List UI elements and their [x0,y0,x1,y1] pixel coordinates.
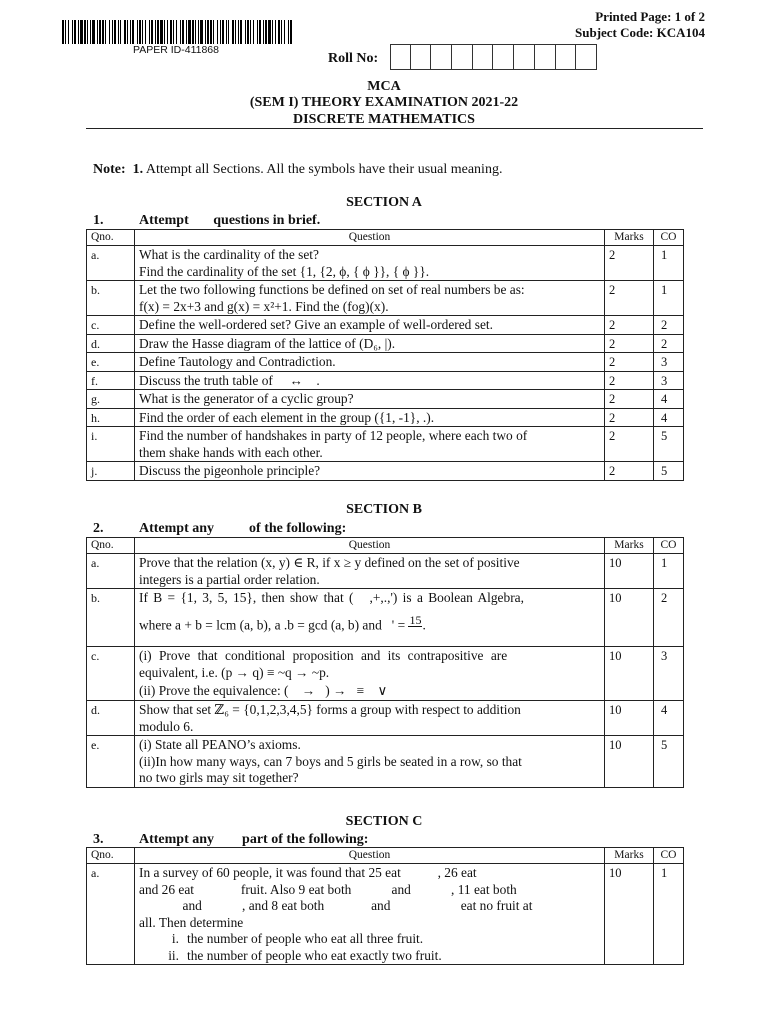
title-divider [86,128,703,129]
row-question [135,647,605,701]
table-row [87,554,684,589]
row-qno: d. [87,334,135,353]
sub-question [139,931,600,948]
row-co: 3 [654,353,684,372]
question-text: . [422,617,426,633]
question-line: f(x) = 2x+3 and g(x) = x²+1. Find the (fog)(x). [139,298,389,314]
sub-question-number: i. [171,931,179,946]
row-question [135,390,605,409]
table-row [87,371,684,390]
header-question: Question [135,538,605,554]
question-line: equivalent, i.e. (p → q) ≡ ~q → ~p. [139,664,330,680]
subject-title: DISCRETE MATHEMATICS [293,112,475,127]
exam-title: (SEM I) THEORY EXAMINATION 2021-22 [249,95,519,110]
table-row [87,647,684,701]
question-line: and 26 eat fruit. Also 9 eat both and , 11 eat both [139,881,517,897]
row-question [135,736,605,788]
row-co: 1 [654,554,684,589]
note-number: 1. [132,162,144,177]
table-row [87,427,684,462]
row-marks: 2 [605,408,654,427]
sub-question-number: ii. [168,947,179,963]
header-qno: Qno. [87,230,135,246]
question-line: Prove that the relation (x, y) ∈ R, if x ≥ y defined on the set of positive [139,555,520,570]
row-marks: 10 [605,736,654,788]
table-row [87,246,684,281]
row-question [135,462,605,481]
instruction-text: Attempt any of the following: [139,521,347,536]
roll-number-box [493,44,514,70]
roll-number-box [452,44,473,70]
table-row [87,589,684,647]
barcode [62,20,292,44]
table-row [87,390,684,409]
row-co: 5 [654,736,684,788]
question-line: (i) State all PEANO’s axioms. [139,737,301,752]
roll-number-box [473,44,494,70]
row-marks: 2 [605,316,654,335]
row-qno: j. [87,462,135,481]
row-question [135,316,605,335]
header-co: CO [654,538,684,554]
row-marks: 10 [605,554,654,589]
question-line: Show that set ℤ₆ = {0,1,2,3,4,5} forms a group with respect to addition [139,702,521,717]
row-qno: h. [87,408,135,427]
instruction-text: Attempt questions in brief. [139,213,321,228]
row-co: 4 [654,701,684,736]
roll-number-box [576,44,597,70]
header-question: Question [135,848,605,864]
note-text: Attempt all Sections. All the symbols have their usual meaning. [145,162,503,177]
row-question [135,353,605,372]
row-co: 1 [654,281,684,316]
row-qno: i. [87,427,135,462]
row-qno: c. [87,316,135,335]
roll-number-boxes [390,44,597,70]
table-row [87,353,684,372]
row-question [135,408,605,427]
row-marks: 2 [605,390,654,409]
section-c-heading: SECTION C [345,814,423,829]
note [93,162,502,178]
row-marks: 2 [605,371,654,390]
question-line: no two girls may sit together? [139,770,299,785]
paper-id: PAPER ID-411868 [133,44,219,56]
roll-number-box [514,44,535,70]
row-marks: 2 [605,353,654,372]
question-line: In a survey of 60 people, it was found that 25 eat , 26 eat [139,865,477,880]
question-line: What is the generator of a cyclic group? [139,391,354,406]
row-marks: 10 [605,864,654,965]
row-question [135,371,605,390]
question-line: modulo 6. [139,718,194,734]
roll-number-box [390,44,411,70]
row-co: 2 [654,316,684,335]
question-line: all. Then determine [139,914,244,930]
fraction [408,614,422,639]
header-qno: Qno. [87,848,135,864]
row-co: 2 [654,589,684,647]
question-line: them shake hands with each other. [139,444,323,460]
question-line: Discuss the truth table of ↔ . [139,372,320,388]
table-row [87,701,684,736]
row-question [135,589,605,647]
question-line: Define the well-ordered set? Give an example of well-ordered set. [139,317,493,332]
header-co: CO [654,848,684,864]
section-b-heading: SECTION B [346,502,422,517]
roll-number-box [535,44,556,70]
question-line: and , and 8 eat both and eat no fruit at [139,898,533,913]
table-row [87,281,684,316]
section-c-table [86,847,684,965]
row-co: 1 [654,246,684,281]
row-marks: 2 [605,462,654,481]
question-line: If B = {1, 3, 5, 15}, then show that ( ,+,.,') is a Boolean Algebra, [139,590,524,605]
row-qno: a. [87,246,135,281]
row-qno: g. [87,390,135,409]
row-qno: c. [87,647,135,701]
roll-number-label: Roll No: [328,51,379,66]
row-marks: 2 [605,281,654,316]
row-qno: e. [87,736,135,788]
printed-page: Printed Page: 1 of 2 [595,9,705,24]
row-marks: 10 [605,701,654,736]
header-marks: Marks [605,848,654,864]
row-co: 5 [654,462,684,481]
question-line: (ii)In how many ways, can 7 boys and 5 girls be seated in a row, so that [139,753,522,769]
row-qno: d. [87,701,135,736]
question-line: (ii) Prove the equivalence: ( → ) → ≡ ∨ [139,683,388,698]
roll-number-box [556,44,577,70]
row-co: 5 [654,427,684,462]
roll-number-box [431,44,452,70]
question-line: What is the cardinality of the set? [139,247,319,262]
table-header-row [87,230,684,246]
table-row [87,864,684,965]
row-marks: 2 [605,427,654,462]
row-co: 3 [654,371,684,390]
row-qno: a. [87,554,135,589]
header-question: Question [135,230,605,246]
section-c-instruction [93,832,368,848]
header-co: CO [654,230,684,246]
question-number: 2. [93,521,104,536]
row-co: 3 [654,647,684,701]
course-title: MCA [367,79,401,94]
section-a-table [86,229,684,481]
question-line: Find the order of each element in the group ({1, -1}, .). [139,409,435,425]
question-line: Discuss the pigeonhole principle? [139,463,321,478]
row-co: 4 [654,390,684,409]
question-line: (i) Prove that conditional proposition and its contrapositive are [139,648,508,663]
question-line: Let the two following functions be defined on set of real numbers be as: [139,282,525,297]
question-line [139,614,600,639]
sub-question-text: the number of people who eat exactly two fruit. [187,947,442,963]
row-qno: e. [87,353,135,372]
row-co: 2 [654,334,684,353]
question-number: 1. [93,213,104,228]
row-question [135,246,605,281]
table-row [87,462,684,481]
table-row [87,736,684,788]
header-marks: Marks [605,230,654,246]
note-label: Note: [93,162,126,177]
row-qno: b. [87,589,135,647]
instruction-text: Attempt any part of the following: [139,832,369,847]
table-row [87,334,684,353]
sub-question-list [139,931,600,964]
row-marks: 10 [605,589,654,647]
row-qno: b. [87,281,135,316]
question-line: Define Tautology and Contradiction. [139,354,336,369]
question-line: Find the cardinality of the set {1, {2, ϕ, { ϕ }}, { ϕ }}. [139,263,430,279]
row-qno: a. [87,864,135,965]
section-a-heading: SECTION A [346,195,422,210]
table-row [87,408,684,427]
row-question [135,334,605,353]
section-a-instruction [93,213,320,229]
subject-code: Subject Code: KCA104 [575,25,705,40]
sub-question [139,948,600,965]
question-number: 3. [93,832,104,847]
question-line: Find the number of handshakes in party of 12 people, where each two of [139,428,528,443]
question-line: integers is a partial order relation. [139,571,320,587]
table-row [87,316,684,335]
section-b-table [86,537,684,788]
sub-question-text: the number of people who eat all three fruit. [187,931,424,946]
fraction-numerator: 15 [409,612,422,627]
row-question [135,427,605,462]
section-b-instruction [93,521,346,537]
question-line: Draw the Hasse diagram of the lattice of (D₆, |). [139,335,396,351]
header-marks: Marks [605,538,654,554]
row-qno: f. [87,371,135,390]
row-marks: 2 [605,246,654,281]
row-co: 4 [654,408,684,427]
header-qno: Qno. [87,538,135,554]
row-question [135,701,605,736]
row-marks: 10 [605,647,654,701]
table-header-row [87,538,684,554]
row-marks: 2 [605,334,654,353]
table-header-row [87,848,684,864]
row-question [135,554,605,589]
question-text: where a + b = lcm (a, b), a .b = gcd (a, b) and ' = [139,617,406,633]
roll-number-box [411,44,432,70]
row-co: 1 [654,864,684,965]
row-question [135,864,605,965]
row-question [135,281,605,316]
